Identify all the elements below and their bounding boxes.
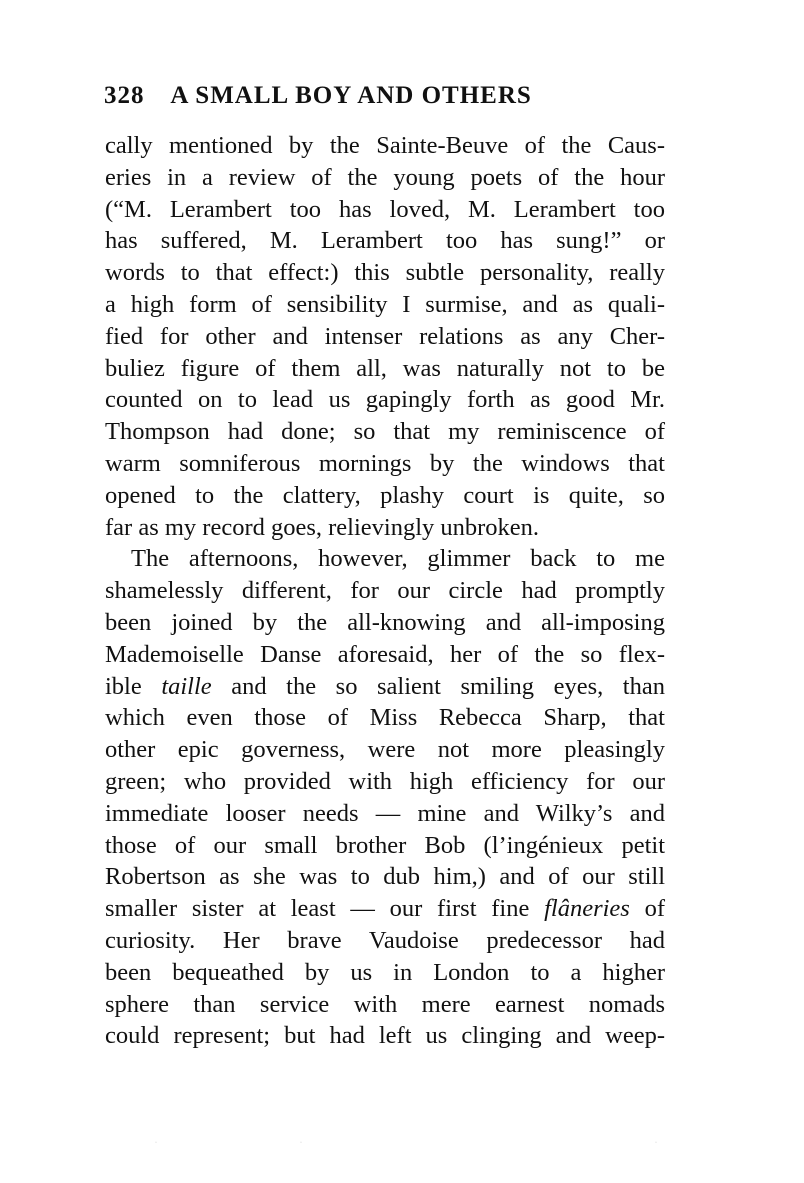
text-line: warm somniferous mornings by the windows that <box>105 449 665 477</box>
text-line: far as my record goes, relievingly unbroken. <box>105 513 540 541</box>
text-line: other epic governess, were not more pleasingly <box>105 736 665 764</box>
italic-term: flâneries <box>544 895 630 923</box>
text-line: has suffered, M. Lerambert too has sung!” or <box>105 227 665 255</box>
text-line: buliez figure of them all, was naturally not to be <box>105 354 665 382</box>
text-line: (“M. Lerambert too has loved, M. Lerambert too <box>105 195 665 223</box>
text-line: curiosity. Her brave Vaudoise predecessor had <box>105 926 665 954</box>
scan-speck: · <box>655 1140 657 1146</box>
text-line: which even those of Miss Rebecca Sharp, that <box>105 704 665 732</box>
text-line: fied for other and intenser relations as any Cher- <box>105 322 665 350</box>
text-segment: ible <box>105 672 162 700</box>
text-line <box>105 893 665 925</box>
text-line: words to that effect:) this subtle personality, really <box>105 259 665 287</box>
text-line: The afternoons, however, glimmer back to me <box>131 545 665 573</box>
scan-speck: · <box>300 1140 302 1146</box>
scan-speck: · <box>155 1140 157 1146</box>
text-line: sphere than service with mere earnest nomads <box>105 990 665 1018</box>
text-line: been bequeathed by us in London to a higher <box>105 958 665 986</box>
text-line: green; who provided with high efficiency for our <box>105 767 665 795</box>
italic-term: taille <box>161 672 212 700</box>
text-line: been joined by the all-knowing and all-imposing <box>105 608 665 636</box>
text-segment: of <box>629 895 665 923</box>
text-line: opened to the clattery, plashy court is quite, so <box>105 481 665 509</box>
text-line: Mademoiselle Danse aforesaid, her of the so flex- <box>105 640 665 668</box>
running-header <box>104 82 594 110</box>
text-line: a high form of sensibility I surmise, and as quali- <box>105 290 665 318</box>
text-line: Robertson as she was to dub him,) and of our still <box>105 863 665 891</box>
text-line: cally mentioned by the Sainte-Beuve of the Caus- <box>105 132 665 159</box>
text-line: those of our small brother Bob (l’ingénieux petit <box>105 831 665 859</box>
page-number: 328 <box>104 82 145 109</box>
text-segment: smaller sister at least — our first fine <box>105 895 545 923</box>
text-line: could represent; but had left us clinging and weep- <box>105 1022 665 1050</box>
text-line: Thompson had done; so that my reminiscence of <box>105 418 665 446</box>
text-line: immediate looser needs — mine and Wilky’s and <box>105 799 665 827</box>
text-line: eries in a review of the young poets of the hour <box>105 163 665 191</box>
page-body-text <box>105 130 665 1052</box>
text-line: shamelessly different, for our circle had promptly <box>105 577 665 605</box>
text-line: counted on to lead us gapingly forth as good Mr. <box>105 386 665 414</box>
running-title: A SMALL BOY AND OTHERS <box>170 82 532 109</box>
text-segment: and the so salient smiling eyes, than <box>211 672 665 700</box>
text-line <box>105 671 665 703</box>
